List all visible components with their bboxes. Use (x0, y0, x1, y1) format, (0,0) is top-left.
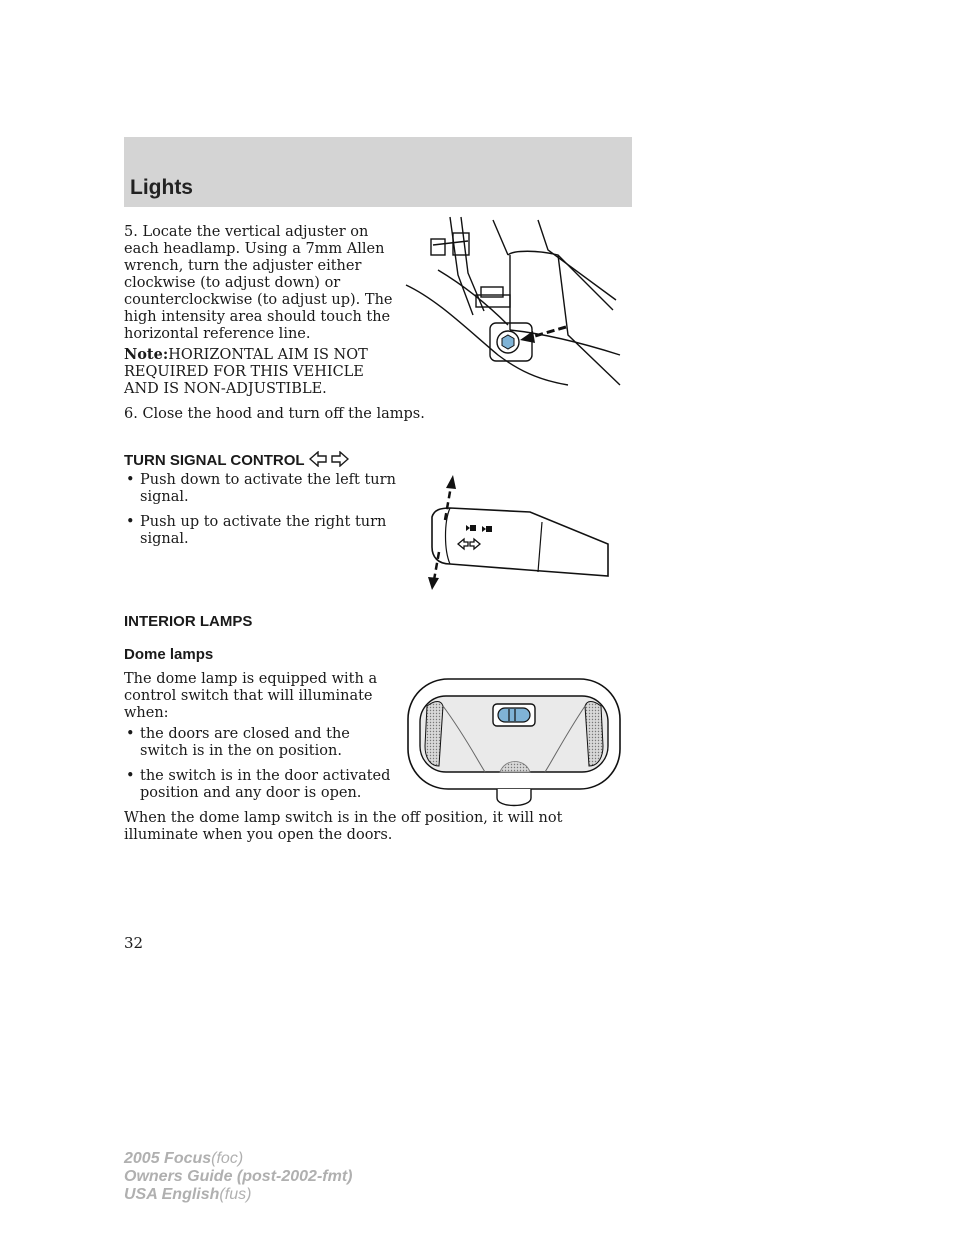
dome-bullet-door-activated (124, 768, 399, 802)
turn-signal-stalk-illustration (420, 472, 620, 592)
footer-language: USA English (124, 1186, 220, 1203)
bullet-text: the switch is in the door activated position and any door is open. (140, 768, 391, 801)
section-title: Lights (130, 176, 193, 199)
note-label: Note: (124, 346, 169, 363)
note-text: HORIZONTAL AIM IS NOT REQUIRED FOR THIS VEHICLE AND IS NON-ADJUSTIBLE. (124, 347, 368, 397)
turn-signal-heading (124, 449, 348, 469)
bullet-dot: • (126, 472, 135, 488)
dome-lamp-illustration (405, 676, 625, 816)
bullet-dot: • (126, 726, 135, 742)
bullet-text: the doors are closed and the switch is in the on position. (140, 726, 350, 759)
dome-closing-text: When the dome lamp switch is in the off position, it will not illuminate when you open the doors. (124, 810, 563, 843)
dome-lamps-subheading: Dome lamps (124, 646, 214, 663)
turn-signal-bullet-right (124, 514, 399, 548)
turn-signal-bullet-left (124, 472, 399, 506)
step-5-text: 5. Locate the vertical adjuster on each headlamp. Using a 7mm Allen wrench, turn the adjuster either clockwise (to adjust down) or counterclockwise (to adjust up). The high intensity area should touch the horizontal reference line. (124, 224, 393, 342)
document-footer (124, 1150, 352, 1204)
footer-line-2 (124, 1168, 352, 1186)
bullet-text: Push up to activate the right turn signal. (140, 514, 387, 547)
section-header-band (124, 137, 632, 207)
headlamp-adjuster-illustration (398, 215, 623, 390)
dome-bullet-on-position (124, 726, 399, 760)
bullet-text: Push down to activate the left turn signal. (140, 472, 396, 505)
dome-intro-text: The dome lamp is equipped with a control switch that will illuminate when: (124, 671, 378, 721)
turn-signal-arrows-icon (309, 451, 349, 467)
note-paragraph (124, 346, 394, 398)
footer-language-code: (fus) (219, 1186, 252, 1203)
bullet-dot: • (126, 768, 135, 784)
interior-lamps-heading: INTERIOR LAMPS (124, 613, 253, 630)
step-6-text: 6. Close the hood and turn off the lamps. (124, 406, 425, 422)
turn-signal-heading-text: TURN SIGNAL CONTROL (124, 452, 305, 469)
footer-guide: Owners Guide (post-2002-fmt) (124, 1168, 353, 1185)
footer-line-1 (124, 1150, 352, 1168)
footer-line-3 (124, 1186, 352, 1204)
footer-model-code: (foc) (211, 1150, 244, 1167)
page-number: 32 (124, 934, 144, 952)
bullet-dot: • (126, 514, 135, 530)
footer-model: 2005 Focus (124, 1150, 212, 1167)
